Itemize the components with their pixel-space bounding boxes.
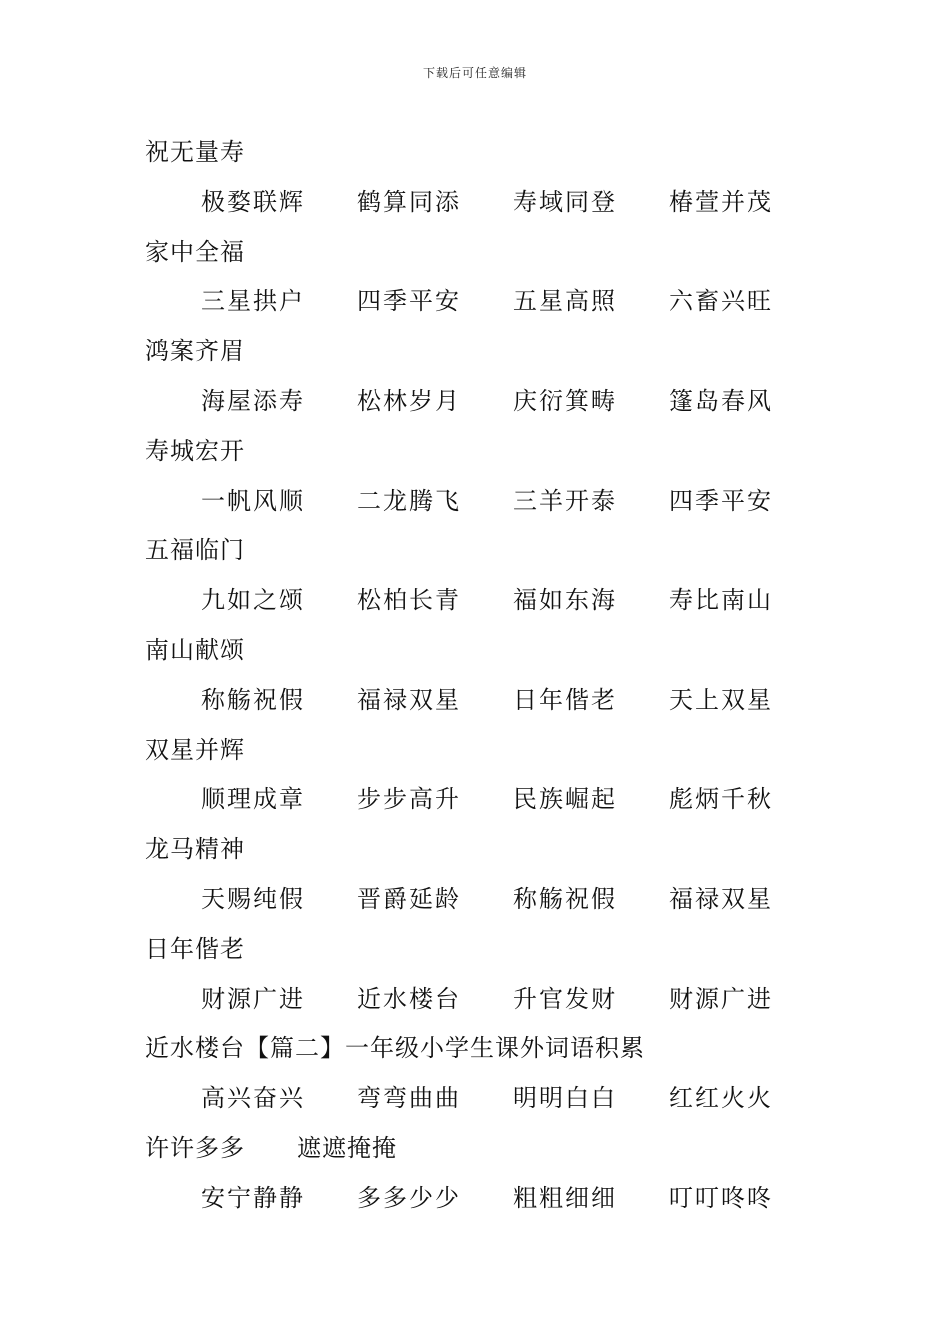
word-cell: 日年偕老 <box>513 685 617 714</box>
heading-line: 近水楼台【篇二】一年级小学生课外词语积累 <box>145 1034 645 1063</box>
word-cell: 近水楼台 <box>357 984 461 1013</box>
word-cell: 天赐纯假 <box>201 884 305 913</box>
word-cell: 福禄双星 <box>669 884 773 913</box>
word-cell: 高兴奋兴 <box>201 1084 305 1113</box>
word-row <box>145 775 825 825</box>
word-cell: 天上双星 <box>669 685 773 714</box>
word-cell: 升官发财 <box>513 984 617 1013</box>
heading-line <box>145 1124 825 1174</box>
heading-line: 家中全福 <box>145 237 245 266</box>
word-cell: 鹤算同添 <box>357 187 461 216</box>
word-cell: 极婺联辉 <box>201 187 305 216</box>
word-cell: 一帆风顺 <box>201 486 305 515</box>
heading-line: 鸿案齐眉 <box>145 337 245 366</box>
word-cell: 寿比南山 <box>669 586 773 615</box>
word-cell: 粗粗细细 <box>513 1183 617 1212</box>
heading-line: 日年偕老 <box>145 934 245 963</box>
heading-line: 龙马精神 <box>145 835 245 864</box>
word-row <box>145 178 825 228</box>
word-row <box>145 975 825 1025</box>
heading-line: 南山献颂 <box>145 635 245 664</box>
word-cell: 称觞祝假 <box>201 685 305 714</box>
word-cell: 寿域同登 <box>513 187 617 216</box>
word-cell: 二龙腾飞 <box>357 486 461 515</box>
heading-part: 许许多多 <box>145 1133 245 1162</box>
word-cell: 四季平安 <box>357 287 461 316</box>
word-row <box>145 1174 825 1224</box>
word-cell: 椿萱并茂 <box>669 187 773 216</box>
word-cell: 称觞祝假 <box>513 884 617 913</box>
word-cell: 步步高升 <box>357 785 461 814</box>
word-cell: 篷岛春风 <box>669 386 773 415</box>
word-row <box>145 377 825 427</box>
word-row <box>145 875 825 925</box>
word-row <box>145 676 825 726</box>
heading-part: 遮遮掩掩 <box>297 1133 397 1162</box>
word-cell: 财源广进 <box>201 984 305 1013</box>
word-cell: 叮叮咚咚 <box>669 1183 773 1212</box>
word-cell: 明明白白 <box>513 1084 617 1113</box>
word-cell: 多多少少 <box>357 1183 461 1212</box>
word-cell: 庆衍箕畴 <box>513 386 617 415</box>
word-cell: 福如东海 <box>513 586 617 615</box>
word-cell: 晋爵延龄 <box>357 884 461 913</box>
word-cell: 六畜兴旺 <box>669 287 773 316</box>
page-header: 下载后可任意编辑 <box>422 66 527 80</box>
word-cell: 五星高照 <box>513 287 617 316</box>
word-row <box>145 576 825 626</box>
word-cell: 财源广进 <box>669 984 773 1013</box>
heading-line: 寿城宏开 <box>145 436 245 465</box>
word-cell: 福禄双星 <box>357 685 461 714</box>
word-cell: 海屋添寿 <box>201 386 305 415</box>
word-cell: 松柏长青 <box>357 586 461 615</box>
word-row <box>145 1074 825 1124</box>
word-cell: 三羊开泰 <box>513 486 617 515</box>
word-cell: 彪炳千秋 <box>669 785 773 814</box>
word-cell: 九如之颂 <box>201 586 305 615</box>
word-cell: 三星拱户 <box>201 287 305 316</box>
word-cell: 四季平安 <box>669 486 773 515</box>
word-cell: 弯弯曲曲 <box>357 1084 461 1113</box>
heading-line: 祝无量寿 <box>145 138 245 166</box>
word-cell: 红红火火 <box>669 1084 773 1113</box>
word-cell: 安宁静静 <box>201 1183 305 1212</box>
word-cell: 民族崛起 <box>513 785 617 814</box>
document-body <box>145 128 825 1224</box>
word-cell: 顺理成章 <box>201 785 305 814</box>
word-row <box>145 277 825 327</box>
word-row <box>145 477 825 527</box>
word-cell: 松林岁月 <box>357 386 461 415</box>
heading-line: 双星并辉 <box>145 735 245 764</box>
heading-line: 五福临门 <box>145 536 245 565</box>
